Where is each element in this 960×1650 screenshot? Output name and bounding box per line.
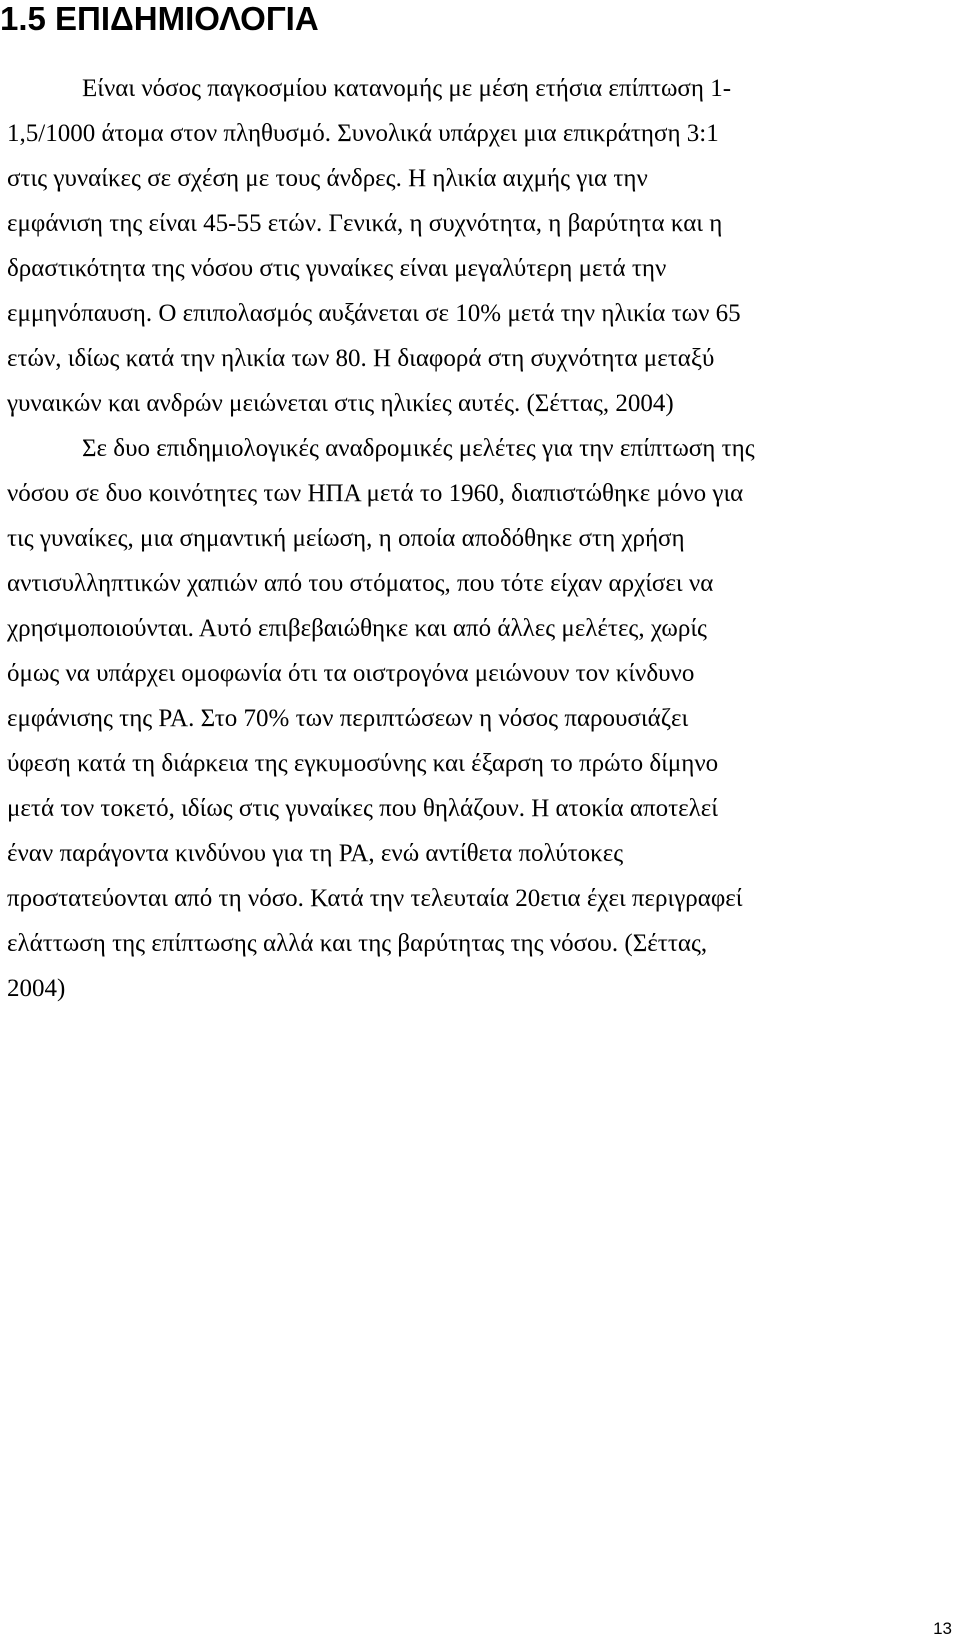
text-line: νόσου σε δυο κοινότητες των ΗΠΑ μετά το 1960, διαπιστώθηκε μόνο για	[7, 480, 744, 507]
text-line: μετά τον τοκετό, ιδίως στις γυναίκες που θηλάζουν. Η ατοκία αποτελεί	[7, 795, 718, 822]
text-line: ελάττωση της επίπτωσης αλλά και της βαρύτητας της νόσου. (Σέττας,	[7, 930, 708, 957]
text-line: εμμηνόπαυση. Ο επιπολασμός αυξάνεται σε 10% μετά την ηλικία των 65	[7, 300, 741, 327]
text-line: γυναικών και ανδρών μειώνεται στις ηλικίες αυτές. (Σέττας, 2004)	[7, 390, 674, 417]
paragraph-studies	[7, 426, 927, 1011]
paragraph-prevalence	[7, 66, 927, 426]
text-line: 2004)	[7, 975, 66, 1002]
text-line: ύφεση κατά τη διάρκεια της εγκυμοσύνης και έξαρση το πρώτο δίμηνο	[7, 750, 719, 777]
body-text	[7, 66, 927, 1011]
text-line: ετών, ιδίως κατά την ηλικία των 80. Η διαφορά στη συχνότητα μεταξύ	[7, 345, 715, 372]
page-number: 13	[933, 1619, 952, 1638]
text-line: δραστικότητα της νόσου στις γυναίκες είναι μεγαλύτερη μετά την	[7, 255, 667, 282]
text-line: Σε δυο επιδημιολογικές αναδρομικές μελέτες για την επίπτωση της	[82, 435, 755, 462]
section-heading: 1.5 ΕΠΙΔΗΜΙΟΛΟΓΙΑ	[0, 0, 319, 37]
text-line: χρησιμοποιούνται. Αυτό επιβεβαιώθηκε και από άλλες μελέτες, χωρίς	[7, 615, 707, 642]
text-line: τις γυναίκες, μια σημαντική μείωση, η οποία αποδόθηκε στη χρήση	[7, 525, 685, 552]
text-line: Είναι νόσος παγκοσμίου κατανομής με μέση ετήσια επίπτωση 1-	[82, 75, 732, 102]
text-line: στις γυναίκες σε σχέση με τους άνδρες. Η ηλικία αιχμής για την	[7, 165, 648, 192]
text-line: εμφάνιση της είναι 45-55 ετών. Γενικά, η συχνότητα, η βαρύτητα και η	[7, 210, 723, 237]
text-line: αντισυλληπτικών χαπιών από του στόματος, που τότε είχαν αρχίσει να	[7, 570, 714, 597]
text-line: έναν παράγοντα κινδύνου για τη ΡΑ, ενώ αντίθετα πολύτοκες	[7, 840, 624, 867]
text-line: εμφάνισης της ΡΑ. Στο 70% των περιπτώσεων η νόσος παρουσιάζει	[7, 705, 689, 732]
text-line: προστατεύονται από τη νόσο. Κατά την τελευταία 20ετια έχει περιγραφεί	[7, 885, 743, 912]
text-line: 1,5/1000 άτομα στον πληθυσμό. Συνολικά υπάρχει μια επικράτηση 3:1	[7, 120, 719, 147]
text-line: όμως να υπάρχει ομοφωνία ότι τα οιστρογόνα μειώνουν τον κίνδυνο	[7, 660, 695, 687]
